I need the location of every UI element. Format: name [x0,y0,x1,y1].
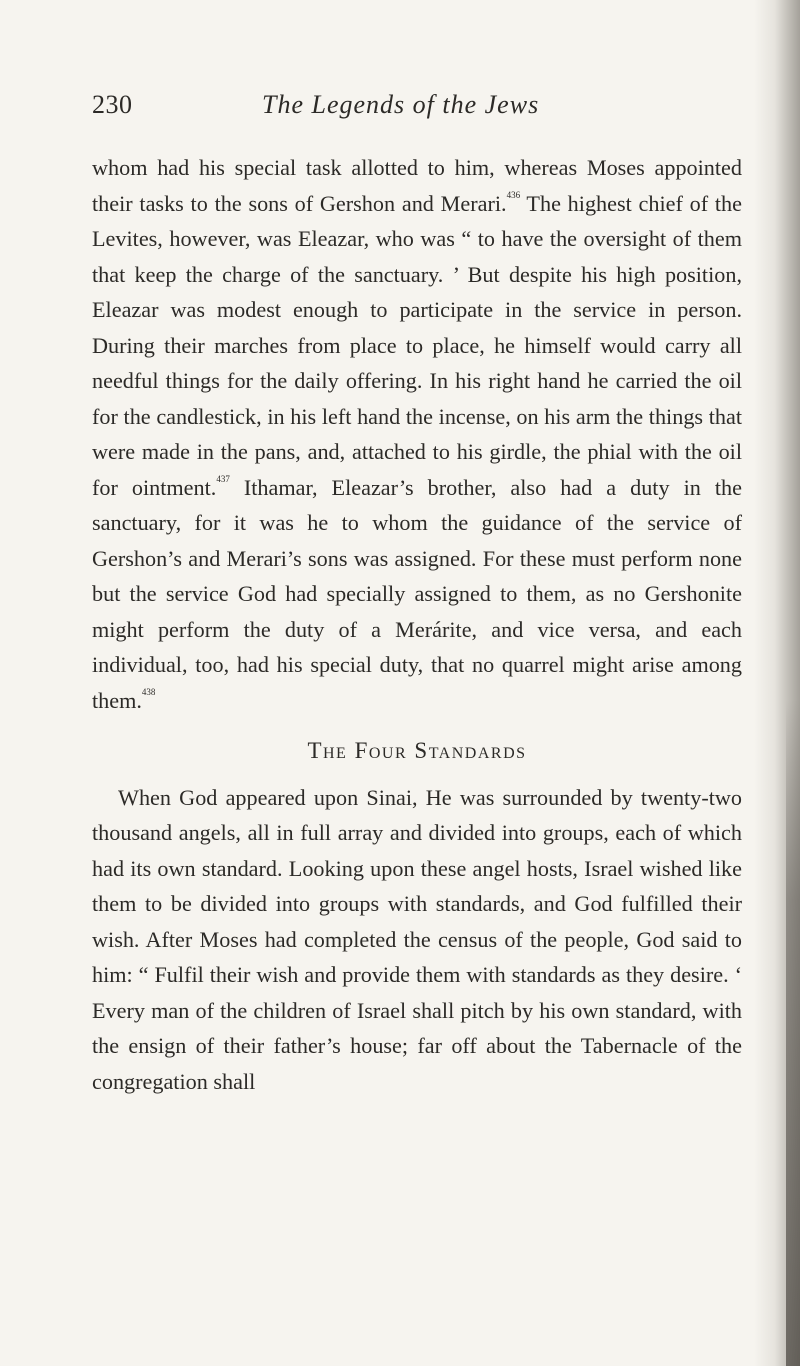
footnote-marker: 436 [506,190,521,201]
footnote-marker: 437 [216,474,230,485]
footnote-marker: 438 [141,687,156,698]
page-header [92,90,742,126]
section-heading: The Four Standards [307,738,527,763]
text-segment: The highest chief of the Levites, however, was Eleazar, who was “ to have the oversight of them that keep the charge of the sanctuary. ’ But despite his high position, Eleazar was modest enough to participate in the service in person. During their marches from place to place, he himself would carry all needful things for the daily offering. In his right hand he carried the oil for the candlestick, in his left hand the incense, on his arm the things that were made in the pans, and, attached to his girdle, the phial with the oil for ointment. [92,190,742,500]
page-edge-dark [786,700,800,1366]
paragraph-standards: When God appeared upon Sinai, He was surrounded by twenty-two thousand angels, all in full array and divided into groups, each of which had its own standard. Looking upon these angel hosts, Israel wished like them to be divided into groups with standards, and God fulfilled their wish. After Moses had completed the census of the people, God said to him: “ Fulfil their wish and provide them with standards as they desire. ‘ Every man of the children of Israel shall pitch by his own standard, with the ensign of their father’s house; far off about the Tabernacle of the congregation shall [92,784,742,1094]
page-number: 230 [92,90,133,119]
body-text [92,150,742,1099]
text-segment: whom had his special task allotted to him, whereas Moses appointed their tasks to the sons of Gershon and Merari. [92,155,742,216]
paragraph-levites [92,150,742,718]
text-segment: Ithamar, Eleazar’s brother, also had a duty in the sanctuary, for it was he to whom the guidance of the service of Gershon’s and Merari’s sons was assigned. For these must perform none but the service God had specially assigned to them, as no Gershonite might perform the duty of a Merárite, and vice versa, and each individual, too, had his special duty, that no quarrel might arise among them. [92,474,742,713]
running-title: The Legends of the Jews [262,90,540,119]
